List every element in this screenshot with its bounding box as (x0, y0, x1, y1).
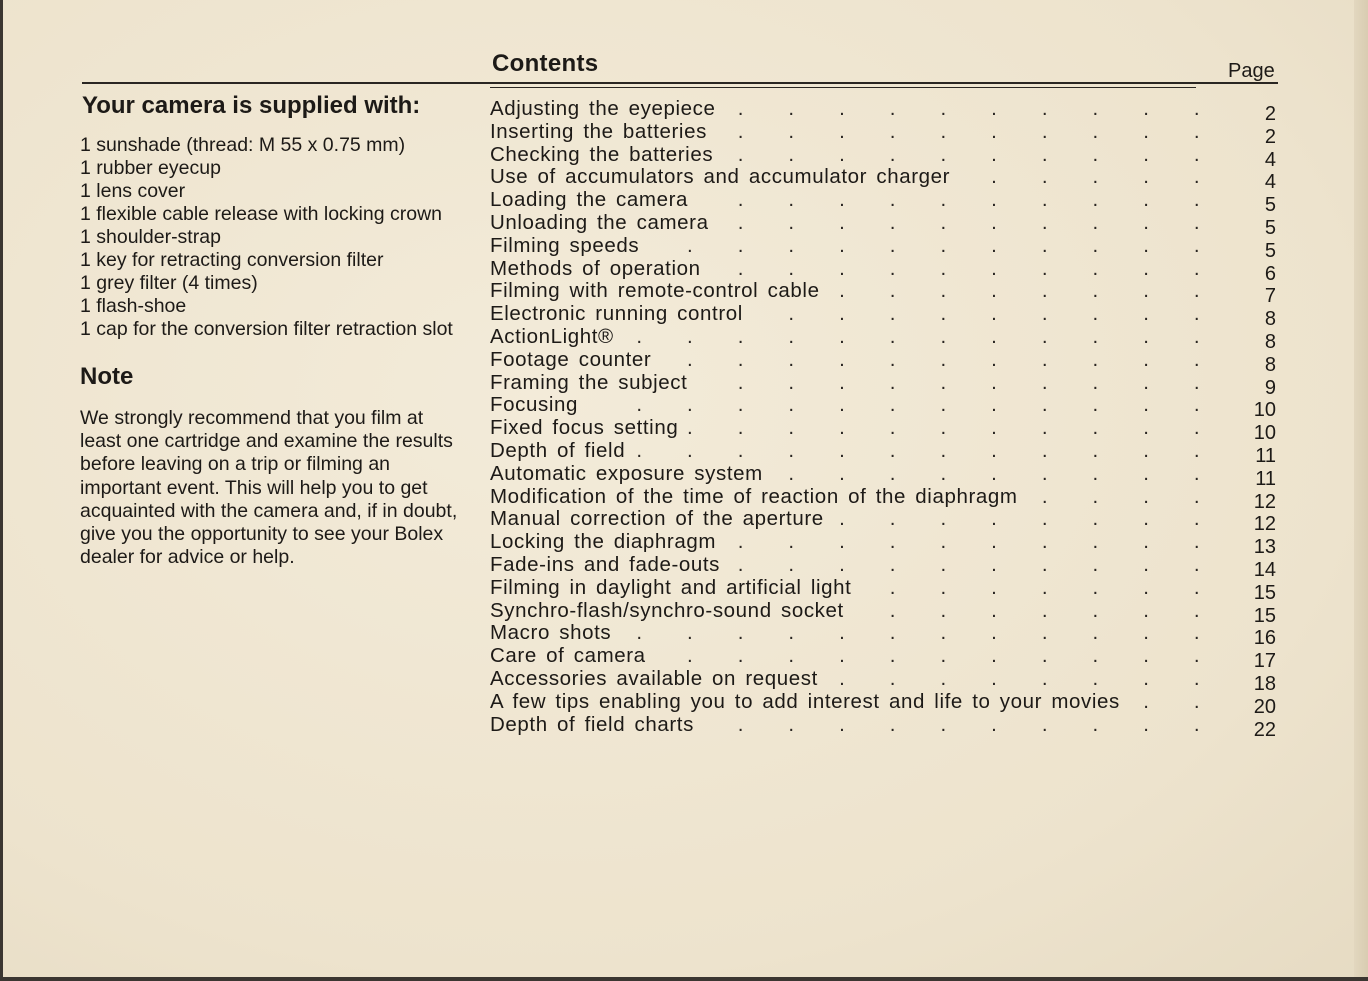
supplied-item: 1 rubber eyecup (80, 157, 221, 179)
toc-entry-title: Manual correction of the aperture (490, 507, 824, 531)
toc-entry-title: Automatic exposure system (490, 461, 763, 485)
toc-entry-page: 13 (1253, 536, 1276, 559)
toc-leader-dots: . . . . (1041, 484, 1200, 508)
toc-entry (490, 142, 1280, 171)
supplied-item: 1 flexible cable release with locking crown (80, 203, 443, 225)
supplied-heading: Your camera is supplied with: (82, 92, 421, 119)
toc-entry-page: 2 (1264, 125, 1276, 148)
table-of-contents (490, 97, 1280, 741)
page-right-edge (1354, 0, 1368, 981)
toc-entry-page: 15 (1253, 581, 1276, 604)
toc-entry-title: Depth of field charts (490, 712, 694, 736)
toc-leader-dots: . . . . . . . . . . (737, 188, 1200, 212)
supplied-item: 1 grey filter (4 times) (80, 272, 258, 294)
toc-entry (490, 393, 1280, 422)
toc-entry-page: 5 (1264, 216, 1276, 239)
toc-entry-title: Modification of the time of reaction of the diaphragm (490, 484, 1018, 508)
toc-entry-page: 7 (1264, 285, 1276, 308)
toc-entry-title: Fixed focus setting (490, 416, 679, 440)
toc-entry-page: 5 (1264, 194, 1276, 217)
toc-entry-page: 10 (1253, 399, 1276, 422)
toc-entry (490, 256, 1280, 285)
toc-entry-page: 16 (1253, 627, 1276, 650)
supplied-section (80, 92, 470, 569)
toc-entry-page: 10 (1253, 422, 1276, 445)
toc-leader-dots: . . (1143, 689, 1200, 713)
toc-leader-dots: . . . . . . . . . . . (687, 347, 1200, 371)
toc-entry-page: 12 (1253, 490, 1276, 513)
supplied-item: 1 lens cover (80, 180, 186, 202)
toc-leader-dots: . . . . . . . . . . . . (636, 438, 1200, 462)
toc-entry-title: Inserting the batteries (490, 119, 707, 143)
toc-entry-title: Locking the diaphragm (490, 530, 717, 554)
toc-entry-page: 22 (1253, 718, 1276, 741)
note-heading: Note (80, 363, 134, 390)
toc-entry-page: 8 (1264, 353, 1276, 376)
toc-entry-page: 2 (1264, 103, 1276, 125)
toc-entry (490, 552, 1280, 581)
toc-entry-title: Methods of operation (490, 256, 701, 280)
toc-leader-dots: . . . . . . . . (839, 279, 1200, 303)
toc-entry-page: 15 (1253, 604, 1276, 627)
toc-entry (490, 416, 1280, 445)
toc-leader-dots: . . . . . . . . . . . (687, 416, 1200, 440)
toc-entry-page: 17 (1253, 650, 1276, 673)
toc-entry-title: Filming in daylight and artificial light (490, 575, 852, 599)
toc-entry-title: Depth of field (490, 438, 626, 462)
toc-leader-dots: . . . . . . . . . (788, 461, 1200, 485)
supplied-item: 1 key for retracting conversion filter (80, 249, 384, 271)
toc-leader-dots: . . . . . . . . . . (737, 370, 1200, 394)
supplied-list (80, 134, 470, 341)
toc-entry (490, 188, 1280, 217)
toc-entry-title: Accessories available on request (490, 666, 818, 690)
toc-entry-title: Filming speeds (490, 233, 640, 257)
toc-leader-dots: . . . . . . . (889, 598, 1200, 622)
toc-entry-title: Loading the camera (490, 188, 689, 212)
note-text: We strongly recommend that you film at least one cartridge and examine the results before leaving on a trip or filming an important event. This will help you to get acquainted with the camera and, if in doubt, give you the opportunity to see your Bolex dealer for advice or help. (80, 407, 458, 569)
header-rule (82, 82, 1278, 84)
toc-entry (490, 712, 1280, 741)
toc-entry (490, 507, 1280, 536)
toc-entry-page: 8 (1264, 330, 1276, 353)
toc-entry-page: 14 (1253, 558, 1276, 581)
page-column-label: Page (1228, 60, 1275, 82)
toc-entry-page: 4 (1264, 171, 1276, 194)
toc-entry-page: 8 (1264, 308, 1276, 331)
toc-entry-title: A few tips enabling you to add interest and life to your movies (490, 689, 1120, 713)
toc-leader-dots: . . . . . . . . (839, 666, 1200, 690)
toc-entry-title: Footage counter (490, 347, 652, 371)
toc-leader-dots: . . . . . . . . . . . . (636, 621, 1200, 645)
page-bottom-edge (0, 977, 1368, 981)
toc-entry (490, 461, 1280, 490)
toc-entry (490, 210, 1280, 239)
toc-leader-dots: . . . . . . . . . . . (687, 644, 1200, 668)
toc-leader-dots: . . . . . . . (889, 575, 1200, 599)
toc-entry (490, 233, 1280, 262)
toc-entry (490, 666, 1280, 695)
toc-entry-page: 6 (1264, 262, 1276, 285)
page-left-edge (0, 0, 3, 981)
contents-heading: Contents (492, 50, 599, 77)
toc-entry-title: Use of accumulators and accumulator charger (490, 165, 951, 189)
toc-entry (490, 530, 1280, 559)
toc-leader-dots: . . . . . . . . . . (737, 142, 1200, 166)
toc-entry-title: Framing the subject (490, 370, 688, 394)
toc-entry-title: Unloading the camera (490, 210, 709, 234)
toc-entry (490, 97, 1280, 125)
toc-entry (490, 279, 1280, 308)
toc-entry (490, 324, 1280, 353)
toc-leader-dots: . . . . . . . . . . . (687, 233, 1200, 257)
toc-entry-page: 11 (1255, 467, 1276, 490)
toc-entry-title: Filming with remote-control cable (490, 279, 820, 303)
toc-entry-page: 5 (1264, 239, 1276, 262)
toc-leader-dots: . . . . . . . . . (788, 302, 1200, 326)
toc-leader-dots: . . . . . . . . . . (737, 97, 1200, 120)
toc-entry (490, 302, 1280, 331)
toc-entry-title: Adjusting the eyepiece (490, 97, 716, 120)
toc-leader-dots: . . . . . . . . . . . . (636, 324, 1200, 348)
toc-entry-page: 12 (1253, 513, 1276, 536)
toc-entry-title: Macro shots (490, 621, 612, 645)
toc-entry (490, 438, 1280, 467)
toc-leader-dots: . . . . . . . . . . (737, 119, 1200, 143)
toc-entry-title: Care of camera (490, 644, 646, 668)
toc-entry (490, 347, 1280, 376)
toc-entry-title: ActionLight® (490, 324, 614, 348)
toc-entry-title: Focusing (490, 393, 578, 417)
supplied-item: 1 flash-shoe (80, 295, 187, 317)
toc-leader-dots: . . . . . . . . . . (737, 530, 1200, 554)
toc-entry (490, 165, 1280, 194)
toc-entry-title: Synchro-flash/synchro-sound socket (490, 598, 844, 622)
toc-entry-title: Electronic running control (490, 302, 743, 326)
toc-entry-page: 18 (1253, 672, 1276, 695)
toc-entry (490, 689, 1280, 718)
toc-leader-dots: . . . . . . . . . . (737, 256, 1200, 280)
toc-leader-dots: . . . . . . . . . . (737, 210, 1200, 234)
toc-entry-title: Fade-ins and fade-outs (490, 552, 721, 576)
toc-entry (490, 484, 1280, 513)
supplied-item: 1 cap for the conversion filter retraction slot (80, 318, 453, 340)
toc-entry-title: Checking the batteries (490, 142, 714, 166)
toc-leader-dots: . . . . . . . . . . (737, 552, 1200, 576)
toc-entry-page: 9 (1264, 376, 1276, 399)
contents-rule (490, 87, 1196, 88)
toc-entry-page: 4 (1264, 148, 1276, 171)
toc-entry (490, 598, 1280, 627)
toc-entry (490, 621, 1280, 650)
toc-entry (490, 119, 1280, 148)
supplied-item: 1 shoulder-strap (80, 226, 221, 248)
supplied-item: 1 sunshade (thread: M 55 x 0.75 mm) (80, 134, 406, 156)
toc-leader-dots: . . . . . (991, 165, 1200, 189)
toc-entry (490, 575, 1280, 604)
toc-entry-page: 20 (1253, 695, 1276, 718)
toc-leader-dots: . . . . . . . . (839, 507, 1200, 531)
toc-leader-dots: . . . . . . . . . . (737, 712, 1200, 736)
toc-entry-page: 11 (1255, 444, 1276, 467)
toc-entry (490, 370, 1280, 399)
toc-entry (490, 644, 1280, 673)
toc-leader-dots: . . . . . . . . . . . . (636, 393, 1200, 417)
